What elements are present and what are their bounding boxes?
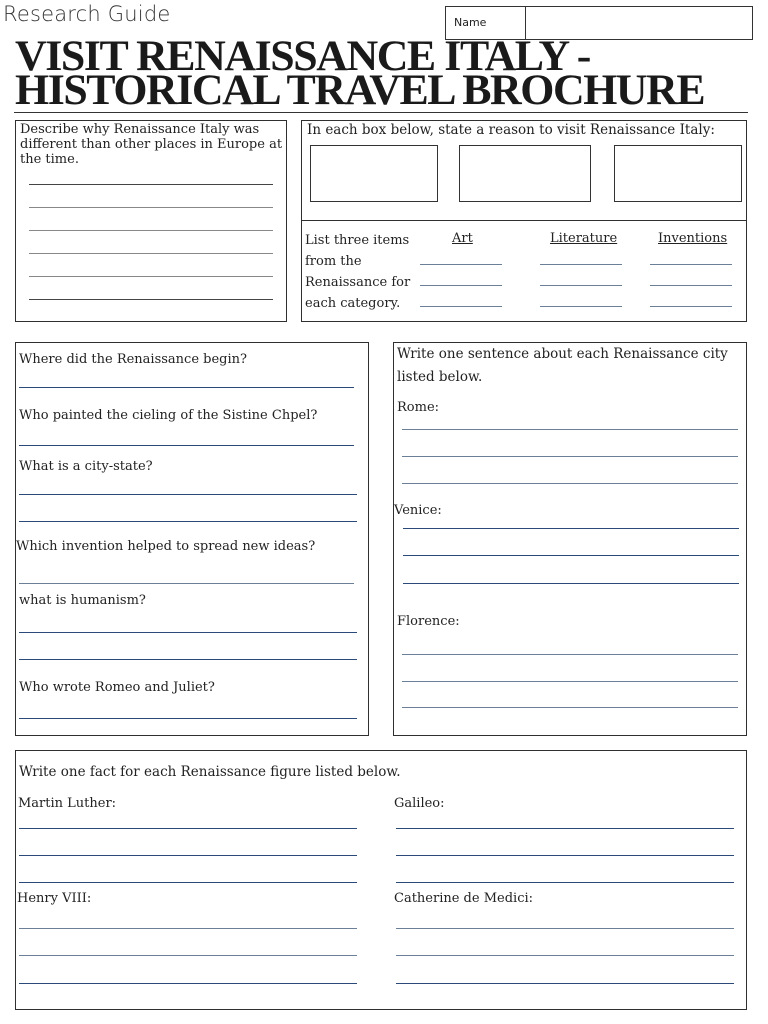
question-3: What is a city-state?	[19, 459, 153, 474]
answer-line[interactable]	[29, 207, 273, 208]
figures-box	[15, 750, 747, 1010]
answer-line[interactable]	[402, 429, 738, 430]
answer-line[interactable]	[19, 983, 357, 984]
answer-line[interactable]	[29, 253, 273, 254]
cities-box	[393, 342, 747, 736]
reason-box-3[interactable]	[614, 145, 742, 202]
inventions-line[interactable]	[650, 264, 732, 265]
answer-line[interactable]	[402, 483, 738, 484]
answer-line[interactable]	[19, 494, 357, 495]
answer-line[interactable]	[19, 659, 357, 660]
items-prompt: List three items from the Renaissance for each category.	[305, 233, 411, 311]
column-header-literature: Literature	[550, 231, 618, 246]
art-line[interactable]	[420, 306, 502, 307]
art-line[interactable]	[420, 264, 502, 265]
answer-line[interactable]	[19, 955, 357, 956]
figure-martin-luther: Martin Luther:	[18, 796, 117, 811]
answer-line[interactable]	[29, 230, 273, 231]
figure-henry-viii: Henry VIII:	[17, 891, 92, 906]
question-4: Which invention helped to spread new ideas?	[16, 539, 316, 554]
answer-line[interactable]	[19, 445, 354, 446]
figures-prompt: Write one fact for each Renaissance figure listed below.	[19, 764, 401, 780]
literature-line[interactable]	[540, 306, 622, 307]
literature-line[interactable]	[540, 285, 622, 286]
describe-prompt: Describe why Renaissance Italy was different than other places in Europe at the time.	[20, 122, 283, 167]
question-5: what is humanism?	[19, 593, 146, 608]
answer-line[interactable]	[396, 928, 734, 929]
name-label: Name	[454, 16, 487, 29]
question-1: Where did the Renaissance begin?	[19, 352, 247, 367]
answer-line[interactable]	[19, 632, 357, 633]
answer-line[interactable]	[19, 928, 357, 929]
figure-catherine-de-medici: Catherine de Medici:	[394, 891, 534, 906]
question-6: Who wrote Romeo and Juliet?	[19, 680, 215, 695]
column-header-art: Art	[452, 231, 473, 246]
answer-line[interactable]	[29, 299, 273, 300]
art-line[interactable]	[420, 285, 502, 286]
items-box	[301, 220, 747, 322]
answer-line[interactable]	[29, 276, 273, 277]
inventions-line[interactable]	[650, 285, 732, 286]
page-title-line-1: VISIT RENAISSANCE ITALY -	[15, 33, 590, 80]
answer-line[interactable]	[19, 882, 357, 883]
title-underline	[14, 112, 748, 113]
describe-box	[15, 120, 287, 322]
answer-line[interactable]	[396, 828, 734, 829]
page-title-line-2: HISTORICAL TRAVEL BROCHURE	[15, 67, 705, 114]
answer-line[interactable]	[396, 855, 734, 856]
question-2: Who painted the cieling of the Sistine Chpel?	[19, 408, 318, 423]
answer-line[interactable]	[402, 456, 738, 457]
literature-line[interactable]	[540, 264, 622, 265]
answer-line[interactable]	[19, 583, 354, 584]
cities-prompt: Write one sentence about each Renaissance city listed below.	[397, 346, 728, 385]
city-venice: Venice:	[394, 503, 442, 518]
answer-line[interactable]	[396, 983, 734, 984]
answer-line[interactable]	[396, 955, 734, 956]
reasons-box	[301, 120, 747, 221]
answer-line[interactable]	[19, 828, 357, 829]
answer-line[interactable]	[402, 707, 738, 708]
answer-line[interactable]	[19, 387, 354, 388]
answer-line[interactable]	[19, 718, 357, 719]
column-header-inventions: Inventions	[658, 231, 728, 246]
reasons-prompt: In each box below, state a reason to visit Renaissance Italy:	[307, 122, 715, 138]
figure-galileo: Galileo:	[394, 796, 445, 811]
answer-line[interactable]	[403, 528, 739, 529]
answer-line[interactable]	[402, 681, 738, 682]
answer-line[interactable]	[403, 583, 739, 584]
answer-line[interactable]	[19, 521, 357, 522]
questions-box	[15, 342, 369, 736]
city-rome: Rome:	[397, 400, 440, 415]
answer-line[interactable]	[403, 555, 739, 556]
answer-line[interactable]	[29, 184, 273, 185]
reason-box-2[interactable]	[459, 145, 591, 202]
answer-line[interactable]	[19, 855, 357, 856]
reason-box-1[interactable]	[310, 145, 438, 202]
answer-line[interactable]	[402, 654, 738, 655]
inventions-line[interactable]	[650, 306, 732, 307]
city-florence: Florence:	[397, 614, 460, 629]
research-guide-label: Research Guide	[3, 2, 171, 26]
answer-line[interactable]	[396, 882, 734, 883]
